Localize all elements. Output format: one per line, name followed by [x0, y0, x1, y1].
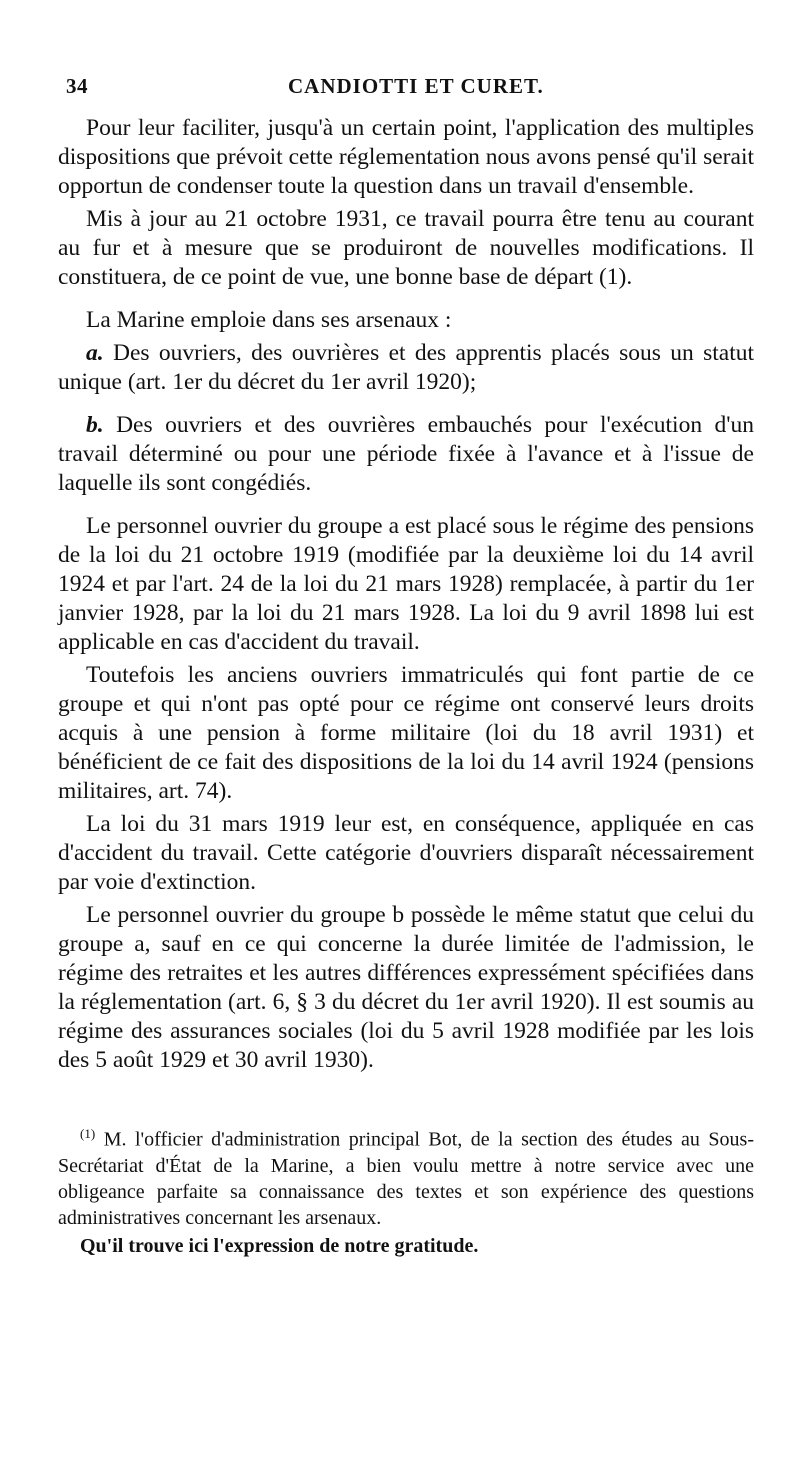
- page-number: 34: [66, 74, 88, 98]
- list-item-text: Des ouvriers et des ouvrières embauchés pour l'exécution d'un travail déterminé ou pour une période fixée à l'avance et à l'issue de laquelle ils sont congédiés.: [58, 412, 755, 496]
- paragraph-group-a: Le personnel ouvrier du groupe a est placé sous le régime des pensions de la loi du 21 octobre 1919 (modifiée par la deuxième loi du 14 avril 1924 et par l'art. 24 de la loi du 21 mars 1928) remplacée, à partir du 1er janvier 1928, par la loi du 21 mars 1928. La loi du 9 avril 1898 lui est applicable en cas d'accident du travail.: [58, 513, 754, 655]
- paragraph-accident-law: La loi du 31 mars 1919 leur est, en conséquence, appliquée en cas d'accident du travail. Cette catégorie d'ouvriers disparaît nécessairement par voie d'extinction.: [58, 811, 754, 895]
- paragraph-former-workers: Toutefois les anciens ouvriers immatriculés qui font partie de ce groupe et qui n'ont pas opté pour ce régime ont conservé leurs droits acquis à une pension à forme militaire (loi du 18 avril 1931) et bénéficient de ce fait des dispositions de la loi du 14 avril 1924 (pensions militaires, art. 74).: [58, 662, 754, 804]
- list-marker: a.: [86, 340, 104, 366]
- paragraph-intro: Pour leur faciliter, jusqu'à un certain point, l'application des multiples dispositions que prévoit cette réglementation nous avons pensé qu'il serait opportun de condenser toute la question dans un travail d'ensemble.: [58, 115, 754, 199]
- body-text: [58, 114, 754, 1075]
- paragraph-group-b: Le personnel ouvrier du groupe b possède le même statut que celui du groupe a, sauf en ce qui concerne la durée limitée de l'admission, le régime des retraites et les autres différences expressément spécifiées dans la réglementation (art. 6, § 3 du décret du 1er avril 1920). Il est soumis au régime des assurances sociales (loi du 5 avril 1928 modifiée par les lois des 5 août 1929 et 30 avril 1930).: [58, 902, 754, 1073]
- footnote-body: M. l'officier d'administration principal Bot, de la section des études au Sous-Secrétariat d'État de la Marine, a bien voulu mettre à notre service avec une obligeance parfaite sa connaissance des textes et son expérience des questions administratives concernant les arsenaux.: [58, 1128, 754, 1229]
- list-item-text: Des ouvriers, des ouvrières et des apprentis placés sous un statut unique (art. 1er du décret du 1er avril 1920);: [58, 340, 754, 395]
- list-item-b: [58, 411, 754, 498]
- paragraph-update: Mis à jour au 21 octobre 1931, ce travail pourra être tenu au courant au fur et à mesure que se produiront de nouvelles modifications. Il constituera, de ce point de vue, une bonne base de départ (1).: [58, 206, 754, 290]
- list-marker: b.: [86, 412, 104, 438]
- footnote: [58, 1121, 754, 1259]
- footnote-closing: Qu'il trouve ici l'expression de notre gratitude.: [80, 1234, 479, 1257]
- page-header: [58, 74, 754, 110]
- list-item-a: [58, 339, 754, 397]
- running-title: CANDIOTTI ET CURET.: [288, 74, 544, 98]
- footnote-marker: (1): [80, 1126, 96, 1141]
- paragraph-arsenals: La Marine emploie dans ses arsenaux :: [86, 307, 452, 333]
- footnote-text: [58, 1121, 754, 1231]
